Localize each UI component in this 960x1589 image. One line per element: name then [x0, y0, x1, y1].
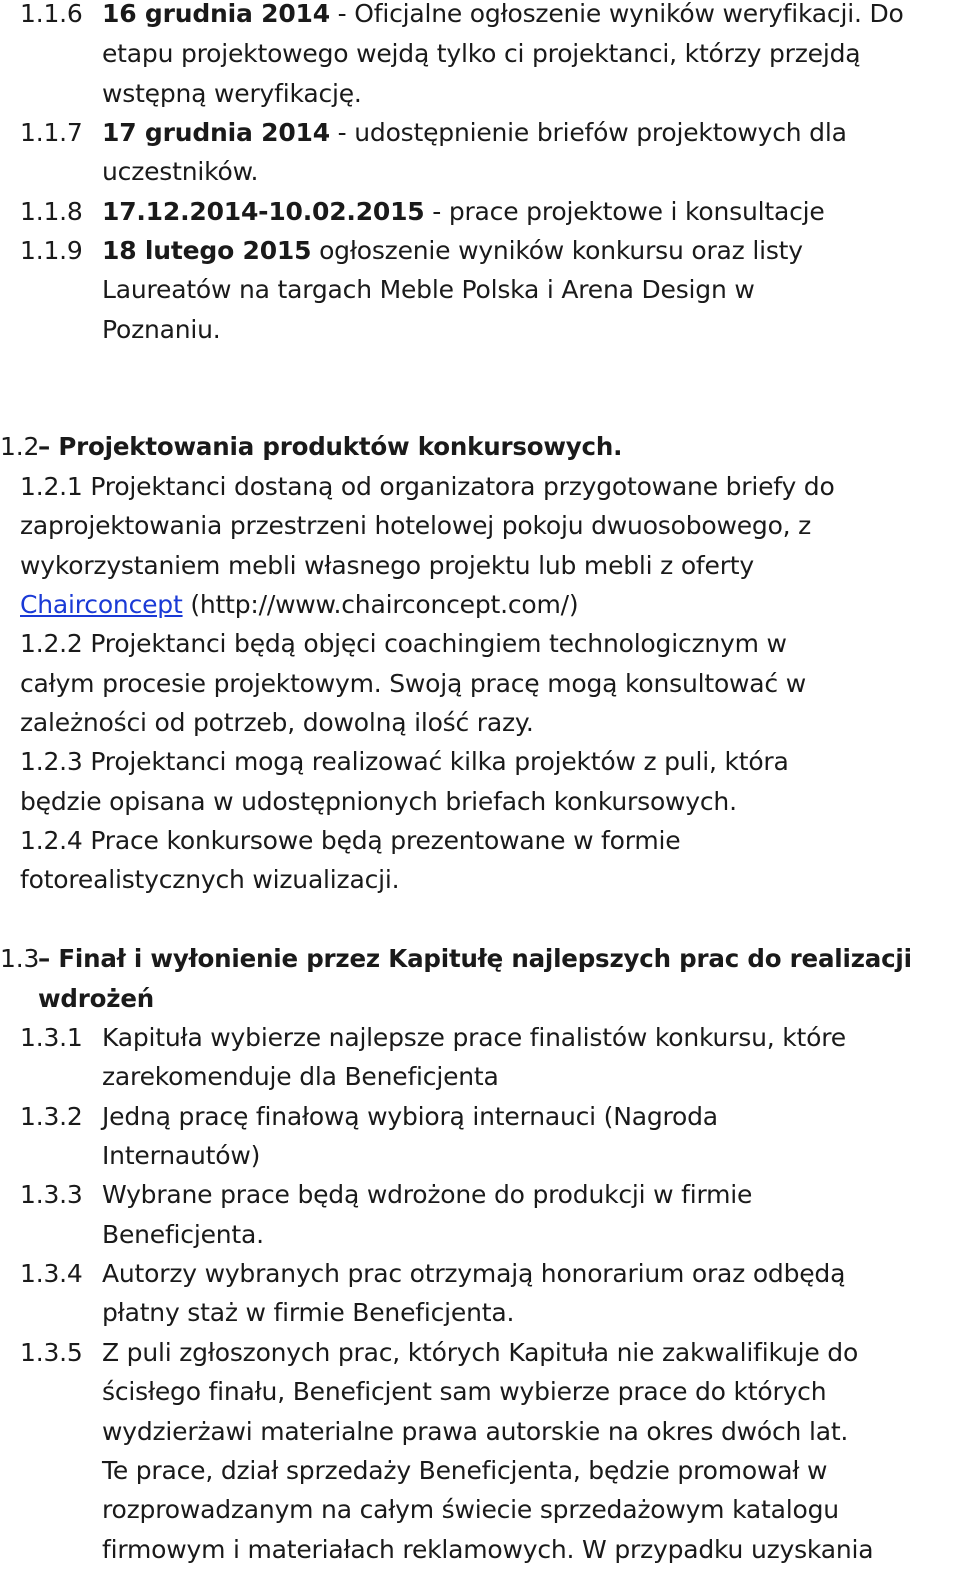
section-title: – Finał i wyłonienie przez Kapitułę najlepszych prac do realizacji [38, 944, 912, 973]
item-text-line: Poznaniu. [102, 315, 221, 344]
item-text: Z puli zgłoszonych prac, których Kapituła nie zakwalifikuje do [102, 1338, 859, 1367]
item-text-line: wydzierżawi materialne prawa autorskie na okres dwóch lat. [102, 1417, 849, 1446]
list-item-1-1-7 [0, 113, 960, 153]
item-text-line: rozprowadzanym na całym świecie sprzedażowym katalogu [102, 1495, 839, 1524]
item-number: 1.3.3 [20, 1180, 83, 1209]
item-date: 16 grudnia 2014 [102, 0, 330, 28]
item-text-line: etapu projektowego wejdą tylko ci projektanci, którzy przejdą [102, 39, 861, 68]
item-text: Jedną pracę finałową wybiorą internauci (Nagroda [102, 1102, 718, 1131]
item-date: 18 lutego 2015 [102, 236, 312, 265]
paragraph-line: będzie opisana w udostępnionych briefach konkursowych. [20, 787, 737, 816]
item-number: 1.3.1 [20, 1023, 83, 1052]
item-text-line: firmowym i materiałach reklamowych. W przypadku uzyskania [102, 1535, 874, 1564]
item-text: Autorzy wybranych prac otrzymają honorarium oraz odbędą [102, 1259, 846, 1288]
item-date: 17 grudnia 2014 [102, 118, 330, 147]
item-text-line: Beneficjenta. [102, 1220, 264, 1249]
list-item-1-3-4 [0, 1254, 960, 1294]
paragraph-line: zależności od potrzeb, dowolną ilość razy. [20, 708, 534, 737]
paragraph-line: zaprojektowania przestrzeni hotelowej pokoju dwuosobowego, z [20, 511, 812, 540]
item-text-line: Internautów) [102, 1141, 261, 1170]
item-number: 1.1.9 [20, 236, 83, 265]
item-text: Kapituła wybierze najlepsze prace finalistów konkursu, które [102, 1023, 846, 1052]
list-item-1-1-9 [0, 231, 960, 271]
paragraph-1-2-1: 1.2.1 Projektanci dostaną od organizatora przygotowane briefy do [20, 472, 835, 501]
section-heading-1-2 [0, 427, 960, 467]
item-text-line: Te prace, dział sprzedaży Beneficjenta, będzie promował w [102, 1456, 828, 1485]
item-text: - prace projektowe i konsultacje [424, 197, 825, 226]
item-text-line: Laureatów na targach Meble Polska i Arena Design w [102, 275, 755, 304]
list-item-1-3-3 [0, 1175, 960, 1215]
item-number: 1.3.2 [20, 1102, 83, 1131]
list-item-1-3-5 [0, 1333, 960, 1373]
item-date: 17.12.2014-10.02.2015 [102, 197, 425, 226]
paragraph-1-2-4: 1.2.4 Prace konkursowe będą prezentowane w formie [20, 826, 681, 855]
section-number: 1.3 [0, 944, 40, 973]
list-item-1-3-2 [0, 1097, 960, 1137]
url-text: (http://www.chairconcept.com/) [182, 590, 579, 619]
item-number: 1.1.6 [20, 0, 83, 28]
item-number: 1.1.7 [20, 118, 83, 147]
item-text-line: wstępną weryfikację. [102, 79, 362, 108]
item-number: 1.3.4 [20, 1259, 83, 1288]
section-title: – Projektowania produktów konkursowych. [38, 432, 623, 461]
item-text: - udostępnienie briefów projektowych dla [329, 118, 847, 147]
item-text: - Oficjalne ogłoszenie wyników weryfikacji. Do [329, 0, 904, 28]
item-number: 1.1.8 [20, 197, 83, 226]
item-text-line: płatny staż w firmie Beneficjenta. [102, 1298, 515, 1327]
chairconcept-link[interactable]: Chairconcept [20, 590, 183, 619]
section-number: 1.2 [0, 432, 40, 461]
item-text-line: zarekomenduje dla Beneficjenta [102, 1062, 499, 1091]
list-item-1-1-6 [0, 0, 960, 34]
list-item-1-3-1 [0, 1018, 960, 1058]
item-text-line: uczestników. [102, 157, 259, 186]
paragraph-line: fotorealistycznych wizualizacji. [20, 865, 400, 894]
item-text-line: ścisłego finału, Beneficjent sam wybierze prace do których [102, 1377, 827, 1406]
list-item-1-1-8 [0, 192, 960, 232]
paragraph-1-2-3: 1.2.3 Projektanci mogą realizować kilka projektów z puli, która [20, 747, 789, 776]
section-title-line: wdrożeń [38, 984, 155, 1013]
item-text: Wybrane prace będą wdrożone do produkcji w firmie [102, 1180, 753, 1209]
item-text: ogłoszenie wyników konkursu oraz listy [311, 236, 803, 265]
section-heading-1-3 [0, 939, 960, 979]
paragraph-1-2-2: 1.2.2 Projektanci będą objęci coachingiem technologicznym w [20, 629, 787, 658]
paragraph-line: wykorzystaniem mebli własnego projektu lub mebli z oferty [20, 551, 754, 580]
paragraph-line: całym procesie projektowym. Swoją pracę mogą konsultować w [20, 669, 806, 698]
item-number: 1.3.5 [20, 1338, 83, 1367]
